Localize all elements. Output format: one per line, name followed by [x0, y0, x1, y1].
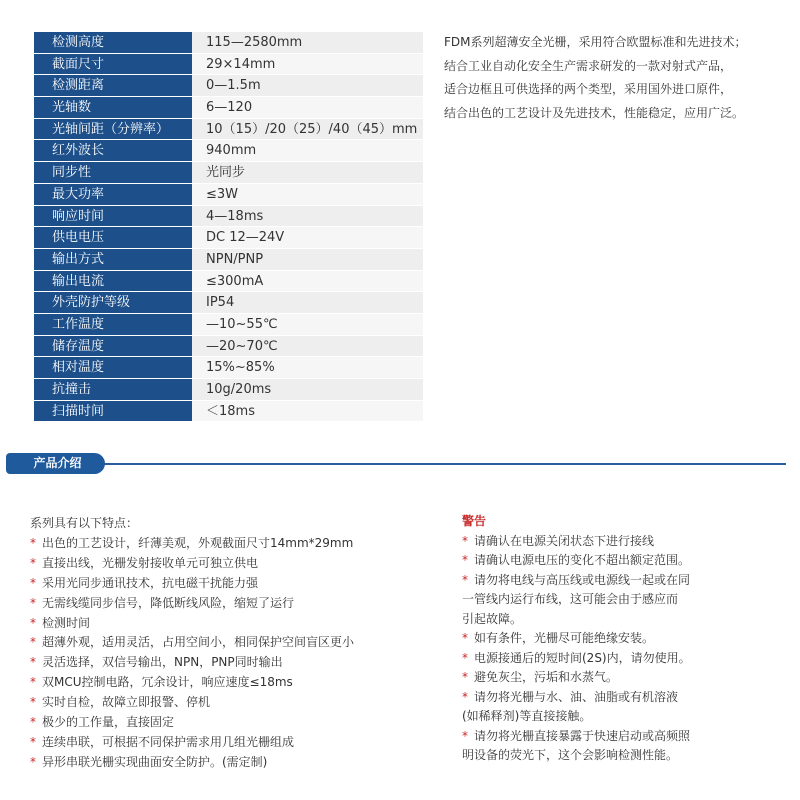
spec-value: IP54 — [192, 292, 423, 314]
spec-label: 最大功率 — [34, 184, 192, 206]
warning-text: 请勿将光栅与水、油、油脂或有机溶液 — [474, 689, 679, 704]
bullet-icon: * — [30, 555, 36, 570]
feature-item — [30, 673, 430, 693]
spec-label: 光轴数 — [34, 97, 192, 119]
warning-text: 请确认在电源关闭状态下进行接线 — [474, 533, 655, 548]
warning-text: 请确认电源电压的变化不超出额定范围。 — [474, 553, 691, 567]
feature-item — [30, 574, 430, 594]
spec-label: 截面尺寸 — [34, 54, 192, 76]
bullet-icon: * — [462, 572, 468, 587]
feature-text: 检测时间 — [42, 615, 91, 630]
warning-item — [462, 532, 782, 552]
warning-text: 请勿将光栅直接暴露于快速启动或高频照 — [474, 728, 691, 743]
section-title: 产品介绍 — [10, 453, 105, 474]
spec-value: 115—2580mm — [192, 32, 423, 54]
feature-item — [30, 633, 430, 653]
spec-label: 光轴间距（分辨率） — [34, 119, 192, 141]
warning-box — [462, 512, 782, 766]
warning-item — [462, 668, 782, 688]
bullet-icon: * — [462, 728, 468, 743]
spec-value: ≤300mA — [192, 271, 423, 293]
spec-value: ≤3W — [192, 184, 423, 206]
warning-text: 避免灰尘，污垢和水蒸气。 — [474, 670, 619, 684]
spec-label: 相对温度 — [34, 357, 192, 379]
spec-row — [34, 314, 423, 336]
warning-item — [462, 590, 782, 610]
spec-row — [34, 271, 423, 293]
feature-item — [30, 534, 430, 554]
spec-label: 检测距离 — [34, 75, 192, 97]
warning-text: 如有条件，光栅尽可能绝缘安装。 — [474, 631, 655, 645]
feature-text: 灵活选择，双信号输出，NPN，PNP同时输出 — [42, 655, 283, 670]
bullet-icon: * — [30, 615, 36, 630]
feature-text: 实时自检，故障立即报警、停机 — [42, 695, 211, 710]
spec-row — [34, 140, 423, 162]
spec-row — [34, 54, 423, 76]
warning-item — [462, 571, 782, 591]
bullet-icon: * — [462, 553, 468, 567]
feature-text: 极少的工作量，直接固定 — [42, 715, 175, 730]
spec-label: 抗撞击 — [34, 379, 192, 401]
warning-text-continued: (如稀释剂)等直接接触。 — [462, 709, 592, 723]
feature-text: 连续串联，可根据不同保护需求用几组光栅组成 — [42, 734, 295, 749]
warning-text-continued: 明设备的荧光下，这个会影响检测性能。 — [462, 748, 679, 762]
features-items — [30, 534, 430, 773]
description-line: 结合工业自动化安全生产需求研发的一款对射式产品， — [444, 58, 733, 73]
bullet-icon: * — [30, 675, 36, 690]
bullet-icon: * — [30, 695, 36, 710]
spec-value: 940mm — [192, 140, 423, 162]
bullet-icon: * — [30, 655, 36, 670]
spec-value: 10g/20ms — [192, 379, 423, 401]
warning-item — [462, 688, 782, 708]
spec-row — [34, 119, 423, 141]
warning-items — [462, 532, 782, 766]
description-line: 结合出色的工艺设计及先进技术，性能稳定，应用广泛。 — [444, 105, 745, 120]
spec-label: 同步性 — [34, 162, 192, 184]
spec-value: 0—1.5m — [192, 75, 423, 97]
spec-row — [34, 97, 423, 119]
spec-value: DC 12—24V — [192, 227, 423, 249]
feature-text: 超薄外观，适用灵活，占用空间小，相同保护空间盲区更小 — [42, 635, 355, 650]
spec-value: 15%~85% — [192, 357, 423, 379]
spec-label: 红外波长 — [34, 140, 192, 162]
feature-text: 直接出线，光栅发射接收单元可独立供电 — [42, 555, 259, 570]
spec-value: —20~70℃ — [192, 336, 423, 358]
warning-text-continued: 引起故障。 — [462, 611, 523, 626]
bullet-icon: * — [30, 715, 36, 730]
warning-text: 请勿将电线与高压线或电源线一起或在同 — [474, 572, 691, 587]
spec-label: 输出电流 — [34, 271, 192, 293]
bullet-icon: * — [30, 635, 36, 650]
bullet-icon: * — [30, 535, 36, 550]
spec-label: 检测高度 — [34, 32, 192, 54]
spec-row — [34, 401, 423, 423]
bullet-icon: * — [462, 650, 468, 665]
bullet-icon: * — [462, 670, 468, 684]
spec-row — [34, 379, 423, 401]
feature-item — [30, 554, 430, 574]
spec-label: 输出方式 — [34, 249, 192, 271]
spec-label: 外壳防护等级 — [34, 292, 192, 314]
description-line: FDM系列超薄安全光栅，采用符合欧盟标准和先进技术； — [444, 35, 747, 49]
spec-row — [34, 249, 423, 271]
spec-value: NPN/PNP — [192, 249, 423, 271]
spec-row — [34, 184, 423, 206]
warning-text-continued: 一管线内运行布线，这可能会由于感应而 — [462, 592, 679, 606]
warning-item — [462, 629, 782, 649]
description-line: 适合边框且可供选择的两个类型，采用国外进口原件， — [444, 82, 733, 96]
spec-row — [34, 336, 423, 358]
product-description — [444, 31, 784, 125]
spec-row — [34, 32, 423, 54]
bullet-icon: * — [30, 575, 36, 590]
bullet-icon: * — [462, 631, 468, 645]
feature-text: 无需线缆同步信号，降低断线风险，缩短了运行 — [42, 595, 295, 610]
warning-text: 电源接通后的短时间(2S)内，请勿使用。 — [474, 650, 691, 665]
spec-row — [34, 227, 423, 249]
spec-value: 29×14mm — [192, 54, 423, 76]
spec-value: 10（15）/20（25）/40（45）mm — [192, 119, 423, 141]
spec-label: 响应时间 — [34, 206, 192, 228]
feature-item — [30, 713, 430, 733]
spec-row — [34, 206, 423, 228]
warning-item — [462, 746, 782, 766]
spec-row — [34, 162, 423, 184]
feature-text: 采用光同步通讯技术，抗电磁干扰能力强 — [42, 575, 259, 590]
bullet-icon: * — [462, 533, 468, 548]
feature-text: 异形串联光栅实现曲面安全防护。(需定制) — [42, 754, 268, 769]
feature-item — [30, 693, 430, 713]
spec-label: 扫描时间 — [34, 401, 192, 423]
spec-value: 4—18ms — [192, 206, 423, 228]
spec-label: 储存温度 — [34, 336, 192, 358]
warning-item — [462, 610, 782, 630]
warning-item — [462, 649, 782, 669]
features-intro: 系列具有以下特点： — [30, 516, 139, 530]
feature-item — [30, 753, 430, 773]
spec-value: 6—120 — [192, 97, 423, 119]
feature-item — [30, 594, 430, 614]
spec-label: 工作温度 — [34, 314, 192, 336]
feature-text: 出色的工艺设计，纤薄美观，外观截面尺寸14mm*29mm — [42, 535, 354, 550]
bullet-icon: * — [30, 734, 36, 749]
spec-value: —10~55℃ — [192, 314, 423, 336]
feature-item — [30, 653, 430, 673]
feature-item — [30, 614, 430, 634]
warning-item — [462, 551, 782, 571]
bullet-icon: * — [462, 689, 468, 704]
spec-row — [34, 75, 423, 97]
warning-title: 警告 — [462, 514, 487, 528]
bullet-icon: * — [30, 595, 36, 610]
warning-item — [462, 727, 782, 747]
spec-label: 供电电压 — [34, 227, 192, 249]
spec-row — [34, 292, 423, 314]
feature-text: 双MCU控制电路，冗余设计，响应速度≤18ms — [42, 675, 293, 690]
bullet-icon: * — [30, 754, 36, 769]
section-divider — [8, 463, 786, 465]
features-list — [30, 514, 430, 773]
feature-item — [30, 733, 430, 753]
warning-item — [462, 707, 782, 727]
spec-value: 光同步 — [192, 162, 423, 184]
spec-table — [34, 32, 423, 422]
spec-value: ＜18ms — [192, 401, 423, 423]
spec-row — [34, 357, 423, 379]
